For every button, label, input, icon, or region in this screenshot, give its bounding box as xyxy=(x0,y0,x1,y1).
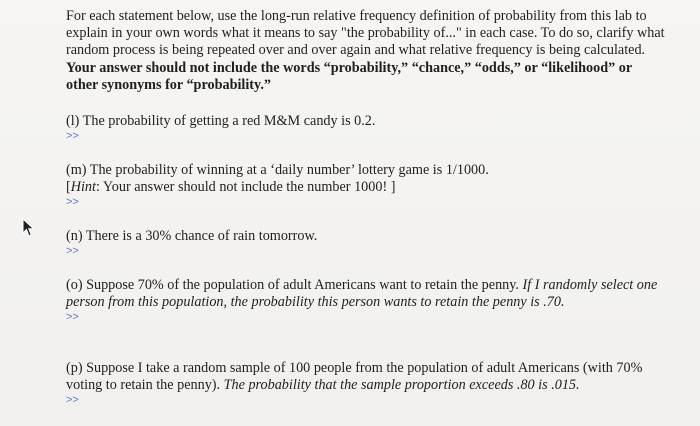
question-l xyxy=(66,113,666,143)
hint-open: [ xyxy=(66,179,71,195)
hint-text: : Your answer should not include the number 1000! ] xyxy=(95,179,396,195)
question-o-text: (o) Suppose 70% of the population of adult Americans want to retain the penny. xyxy=(66,277,519,293)
question-p-italic-text: The probability that the sample proportion exceeds .80 is .015. xyxy=(223,377,580,393)
answer-prompt-o[interactable]: >> xyxy=(66,311,79,323)
question-o xyxy=(66,277,666,324)
question-o-italic-text: If I randomly select one person from this population, the probability this person wants to retain the penny is .70. xyxy=(66,277,658,310)
instructions-paragraph xyxy=(66,8,666,94)
question-n-text: (n) There is a 30% chance of rain tomorrow. xyxy=(66,228,318,244)
answer-prompt-p[interactable]: >> xyxy=(66,394,79,406)
question-p xyxy=(66,360,666,407)
instructions-bold-text: Your answer should not include the words “probability,” “chance,” “odds,” or “likelihood” or other synonyms for “probability.” xyxy=(66,59,632,93)
question-m-text: (m) The probability of winning at a ‘daily number’ lottery game is 1/1000. xyxy=(66,162,489,178)
hint-label: Hint xyxy=(70,179,96,195)
question-l-text: (l) The probability of getting a red M&M candy is 0.2. xyxy=(66,113,376,129)
answer-prompt-l[interactable]: >> xyxy=(66,130,79,142)
instructions-text: For each statement below, use the long-run relative frequency definition of probability from this lab to explain in your own words what it means to say "the probability of..." in each case. To do so, clarify what random process is being repeated over and over again and what relative frequency is being calculated. xyxy=(66,8,665,59)
question-p-text: (p) Suppose I take a random sample of 100 people from the population of adult Americans (with 70% voting to retain the penny). xyxy=(66,360,643,393)
question-n xyxy=(66,228,666,258)
mouse-pointer-icon xyxy=(22,218,36,238)
answer-prompt-m[interactable]: >> xyxy=(66,196,79,208)
answer-prompt-n[interactable]: >> xyxy=(66,245,79,257)
question-m xyxy=(66,162,666,209)
